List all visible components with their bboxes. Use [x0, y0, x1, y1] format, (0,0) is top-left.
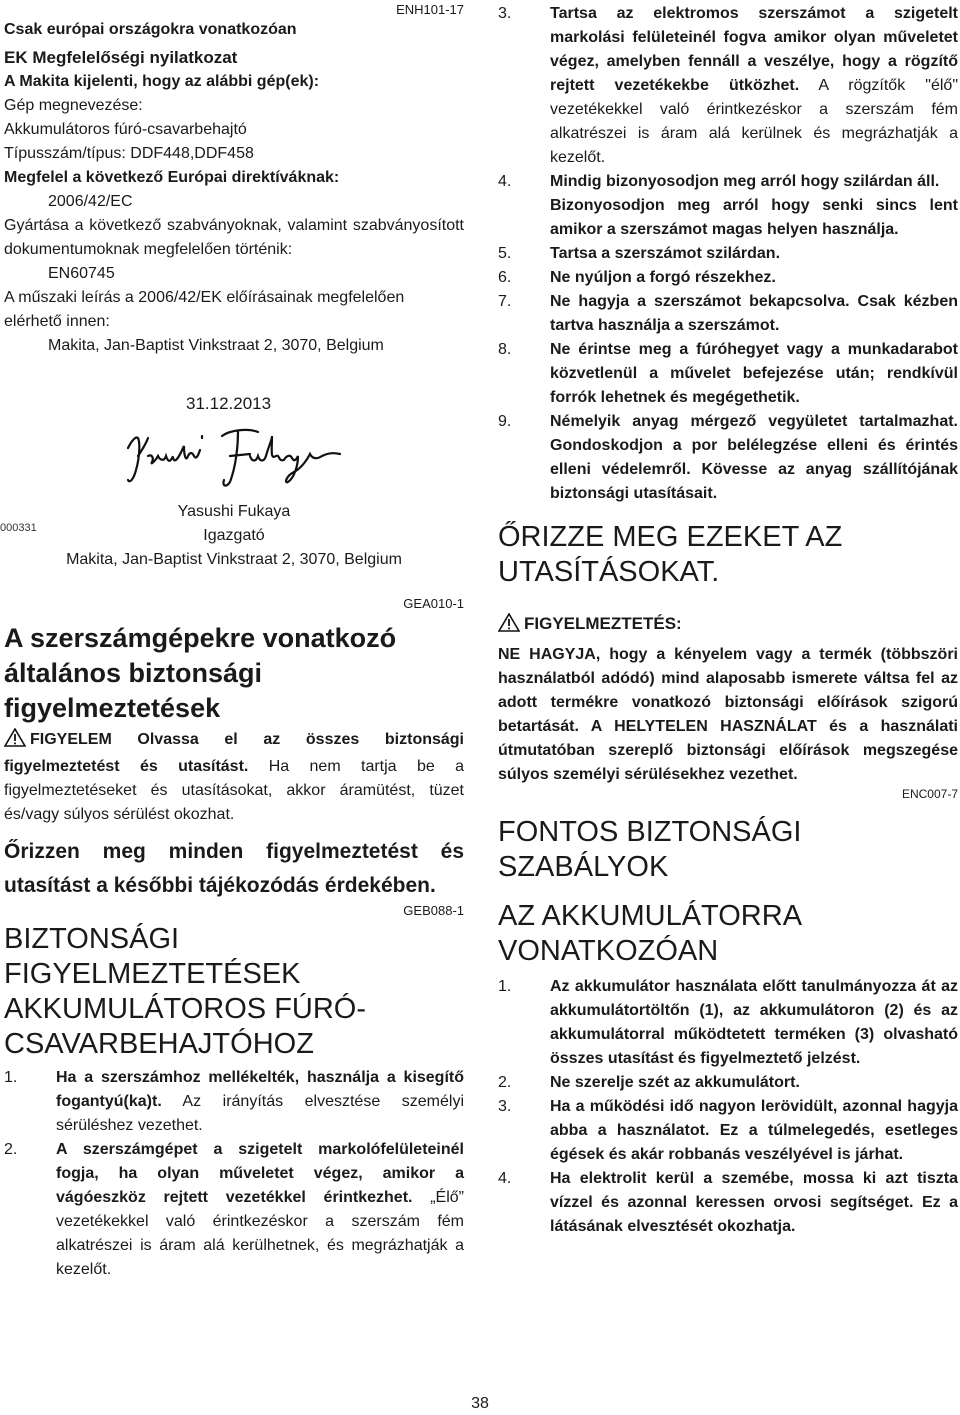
decl-heading-2: EK Megfelelőségi nyilatkozat — [4, 48, 238, 67]
warning-icon — [4, 728, 26, 755]
decl-type-line: Típusszám/típus: DDF448,DDF458 — [4, 145, 254, 162]
list-item: 3. Tartsa az elektromos szerszámot a szigetelt markolási felületeinél fogva amikor olyan műveletet végez, amelyben fennáll a veszélye, hogy a rögzítő rejtett vezetékekbe ütközhet. A rögzítők "élő" vezetékekkel való érintkezéskor a szerszám fém alkatrészei is áram alá kerülnek és megrázhatják a kezelőt. — [498, 5, 958, 166]
battery-list — [498, 975, 958, 1239]
list-item: 4. Ha elektrolit kerül a szemébe, mossa ki azt tiszta vízzel és azonnal keressen orvosi segítséget. Ez a látásának elvesztését okozhatja. — [498, 1170, 958, 1235]
keep-code: ENC007-7 — [901, 787, 958, 801]
signer-address: Makita, Jan-Baptist Vinkstraat 2, 3070, Belgium — [66, 551, 402, 568]
drill-title: BIZTONSÁGI FIGYELMEZTETÉSEK AKKUMULÁTOROS FÚRÓ-CSAVARBEHAJTÓHOZ — [4, 923, 367, 1060]
list-item: 2. A szerszámgépet a szigetelt markolófelületeinél fogja, ha olyan műveletet végez, amikor a vágóeszköz rejtett vezetékkel érintkezhet. „Élő” vezetékekkel való érintkezéskor a szerszám fém alkatrészei is áram alá kerülhetnek, és megrázhatják a kezelőt. — [4, 1141, 464, 1278]
drill-list — [4, 1066, 464, 1282]
drill-code: GEB088-1 — [403, 903, 464, 918]
battery-title-1: FONTOS BIZTONSÁGI SZABÁLYOK — [498, 816, 802, 883]
decl-address: Makita, Jan-Baptist Vinkstraat 2, 3070, Belgium — [48, 337, 384, 354]
decl-techfile-text: A műszaki leírás a 2006/42/EK előírásainak megfelelően elérhető innen: — [4, 289, 405, 330]
declaration — [4, 18, 464, 572]
list-item: 4. Mindig bizonyosodjon meg arról hogy szilárdan áll. Bizonyosodjon meg arról hogy senki sincs lent amikor a szerszámot magas helyen használja. — [498, 173, 958, 238]
keep-title: ŐRIZZE MEG EZEKET AZ UTASÍTÁSOKAT. — [498, 521, 843, 588]
general-warning-bold: FIGYELEM Olvassa el az összes biztonsági figyelmeztetést és utasítást. — [4, 731, 464, 775]
warning-icon — [498, 613, 520, 639]
signer-name: Yasushi Fukaya — [177, 503, 291, 520]
list-item: 9. Némelyik anyag mérgező vegyületet tartalmazhat. Gondoskodjon a por belélegzése elleni és érintés elleni védelemről. Kövesse az anyag szállítójának biztonsági utasításait. — [498, 413, 958, 502]
list-item: 6. Ne nyúljon a forgó részekhez. — [498, 269, 776, 286]
general-title: A szerszámgépekre vonatkozó általános biztonsági figyelmeztetések — [4, 623, 397, 723]
list-item: 1. Az akkumulátor használata előtt tanulmányozza át az akkumulátortöltőn (1), az akkumulátoron (2) és az akkumulátorral működtetett terméken (3) olvasható összes utasítást és figyelmeztető jelzést. — [498, 978, 958, 1067]
decl-date: 31.12.2013 — [186, 394, 272, 413]
decl-machine-name: Akkumulátoros fúró-csavarbehajtó — [4, 121, 247, 138]
signature-image — [4, 426, 464, 498]
list-item: 7. Ne hagyja a szerszámot bekapcsolva. Csak kézben tartva használja a szerszámot. — [498, 293, 958, 334]
warning-heading: FIGYELMEZTETÉS: — [498, 612, 958, 639]
page-number: 38 — [471, 1395, 489, 1412]
signer-title: Igazgató — [203, 527, 265, 544]
header-code: ENH101-17 — [396, 2, 464, 17]
decl-heading-1: Csak európai országokra vonatkozóan — [4, 21, 297, 38]
general-keep-text: Őrizzen meg minden figyelmeztetést és utasítást a későbbi tájékozódás érdekében. — [4, 840, 464, 897]
decl-directives-label: Megfelel a következő Európai direktíváknak: — [4, 169, 340, 186]
list-item: 3. Ha a működési idő nagyon lerövidült, azonnal hagyja abba a használatot. Ez a túlmelegedés, esetleges égések és akár robbanás veszélyével is járhat. — [498, 1098, 958, 1163]
decl-machine-label: Gép megnevezése: — [4, 97, 143, 114]
right-column — [498, 0, 958, 1239]
doc-number: 000331 — [0, 522, 37, 534]
decl-standards-text: Gyártása a következő szabványoknak, valamint szabványosított dokumentumoknak megfelelően történik: — [4, 217, 464, 258]
drill-list-continued — [498, 2, 958, 506]
list-item: 5. Tartsa a szerszámot szilárdan. — [498, 245, 781, 262]
list-item: 1. Ha a szerszámhoz mellékelték, használja a kisegítő fogantyú(ka)t. Az irányítás elvesztése személyi sérüléshez vezethet. — [4, 1069, 464, 1134]
list-item: 8. Ne érintse meg a fúróhegyet vagy a munkadarabot közvetlenül a művelet befejezése után; rendkívül forrók lehetnek és megégethetik. — [498, 341, 958, 406]
list-item: 2. Ne szerelje szét az akkumulátort. — [498, 1074, 800, 1091]
decl-directive: 2006/42/EC — [48, 193, 133, 210]
general-warning-text: Ha nem tartja be a figyelmeztetéseket és utasításokat, akkor áramütést, tüzet és/vagy súlyos sérülést okozhat. — [4, 758, 464, 823]
general-code: GEA010-1 — [403, 596, 464, 611]
decl-standard: EN60745 — [48, 265, 115, 282]
battery-title-2: AZ AKKUMULÁTORRA VONATKOZÓAN — [498, 900, 801, 967]
left-column — [4, 0, 464, 1282]
general-warning — [4, 728, 464, 827]
warning-text: NE HAGYJA, hogy a kényelem vagy a termék (többszöri használatból adódó) mind alaposabb ismerete váltsa fel az adott termékre vonatkozó biztonsági előírások szigorú betartását. A HELYTELEN HASZNÁLAT és a használati útmutatóban szereplő biztonsági előírások megszegése súlyos személyi sérülésekhez vezethet. — [498, 646, 958, 783]
decl-intro: A Makita kijelenti, hogy az alábbi gép(ek): — [4, 73, 320, 90]
